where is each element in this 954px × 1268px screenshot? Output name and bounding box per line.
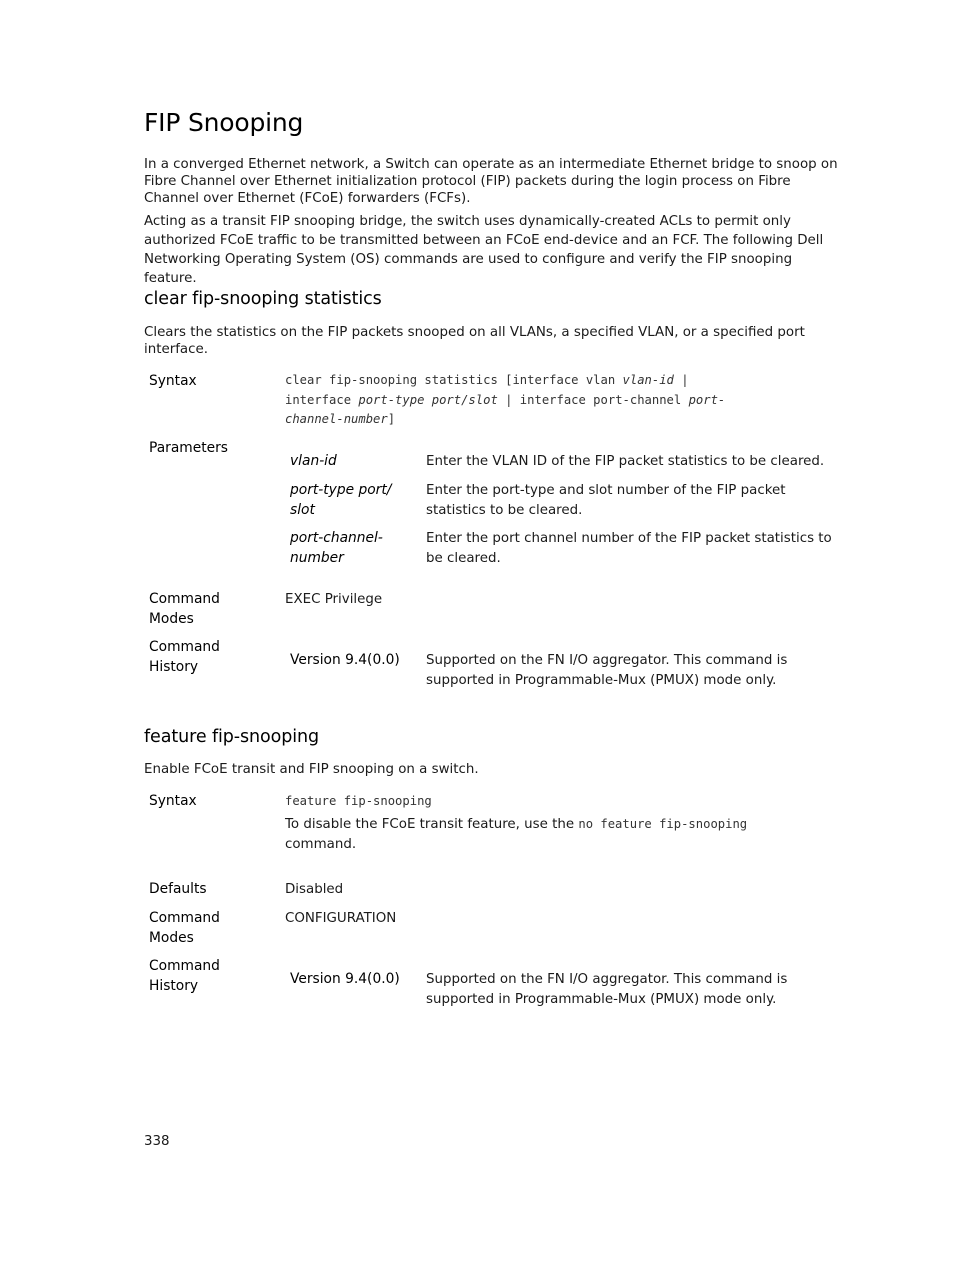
command-title-clear-fip-snooping-statistics: clear fip-snooping statistics	[144, 289, 382, 309]
history-description: Supported on the FN I/O aggregator. This command is supported in Programmable-Mux (PMUX) mode only.	[426, 653, 788, 688]
syntax-label: Syntax	[149, 793, 197, 809]
syntax-label: Syntax	[149, 373, 197, 389]
page-number: 338	[144, 1134, 170, 1149]
history-version: Version 9.4(0.0)	[290, 652, 400, 668]
command-history-label: Command History	[149, 958, 220, 994]
intro-paragraph-1: In a converged Ethernet network, a Switch can operate as an intermediate Ethernet bridge to snoop on Fibre Channel over Ethernet initialization protocol (FIP) packets during the login process on Fibre Channel over Ethernet (FCoE) forwarders (FCFs).	[144, 157, 838, 206]
command-description: Clears the statistics on the FIP packets snooped on all VLANs, a specified VLAN, or a specified port interface.	[144, 325, 805, 357]
command-modes-label: Command Modes	[149, 591, 220, 627]
command-modes-value: CONFIGURATION	[285, 911, 397, 926]
parameter-description: Enter the port channel number of the FIP packet statistics to be cleared.	[426, 531, 832, 566]
command-modes-label: Command Modes	[149, 910, 220, 946]
parameters-label: Parameters	[149, 440, 228, 456]
syntax-note: To disable the FCoE transit feature, use the no feature fip-snooping command.	[285, 817, 748, 852]
syntax-code: clear fip-snooping statistics [interface vlan vlan-id | interface port-type port/slot | interface port-channel port- channel-number]	[285, 373, 726, 426]
parameter-description: Enter the port-type and slot number of the FIP packet statistics to be cleared.	[426, 483, 786, 518]
command-modes-value: EXEC Privilege	[285, 592, 383, 607]
defaults-value: Disabled	[285, 882, 344, 897]
parameter-name: port-channel- number	[290, 530, 383, 566]
intro-paragraph-2: Acting as a transit FIP snooping bridge, the switch uses dynamically-created ACLs to permit only authorized FCoE traffic to be transmitted between an FCoE end-device and an FCF. The following Dell Networking Operating System (OS) commands are used to configure and verify the FIP snooping feature.	[144, 214, 824, 286]
history-description: Supported on the FN I/O aggregator. This command is supported in Programmable-Mux (PMUX) mode only.	[426, 972, 788, 1007]
command-history-label: Command History	[149, 639, 220, 675]
parameter-name: vlan-id	[290, 453, 337, 469]
history-version: Version 9.4(0.0)	[290, 971, 400, 987]
parameter-description: Enter the VLAN ID of the FIP packet statistics to be cleared.	[426, 454, 825, 469]
syntax-code: feature fip-snooping	[285, 794, 432, 808]
defaults-label: Defaults	[149, 881, 207, 897]
page-title: FIP Snooping	[144, 108, 304, 137]
command-description: Enable FCoE transit and FIP snooping on a switch.	[144, 762, 479, 777]
command-title-feature-fip-snooping: feature fip-snooping	[144, 727, 319, 747]
parameter-name: port-type port/ slot	[290, 482, 392, 518]
